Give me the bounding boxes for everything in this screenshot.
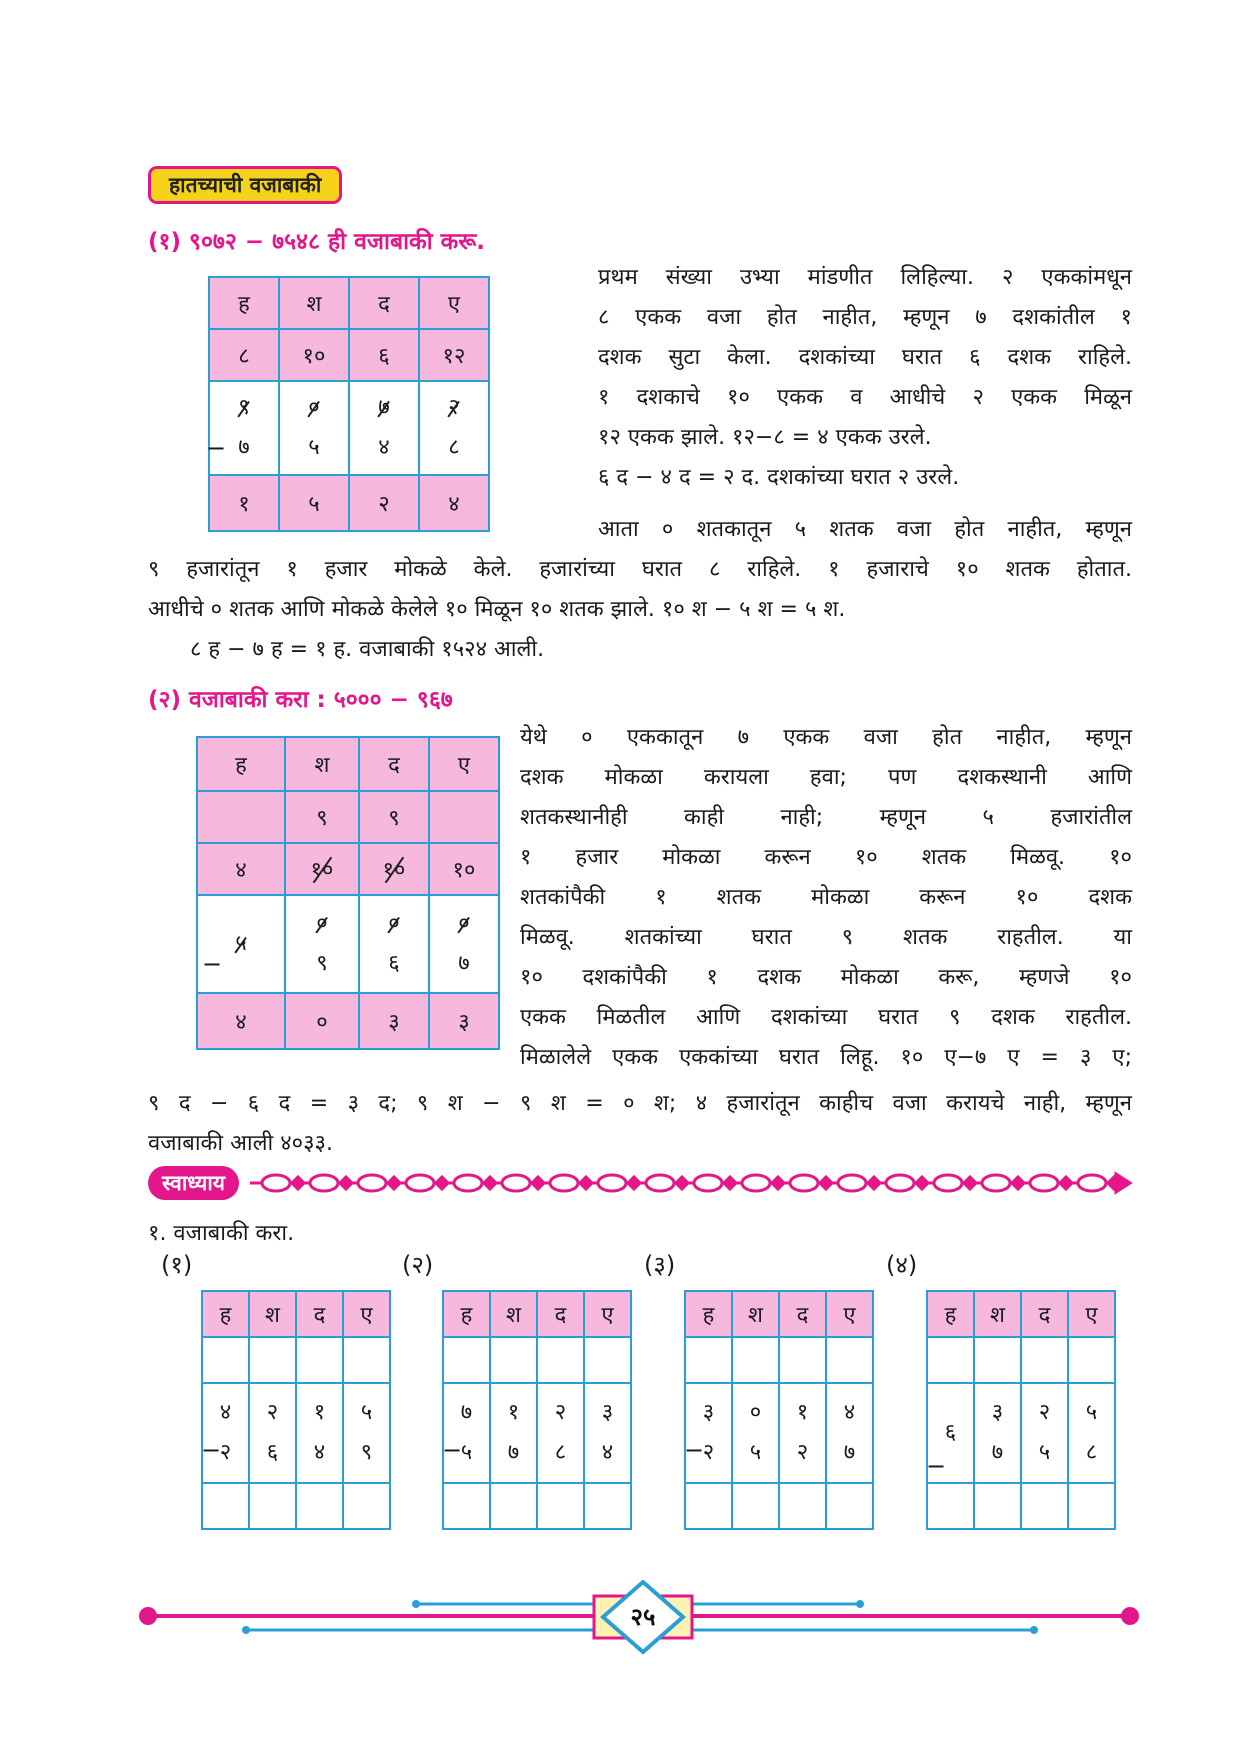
answer-cell (584, 1483, 631, 1529)
chain-link (1030, 1175, 1058, 1191)
text-line: दशक मोकळा करायला हवा; पण दशकस्थानी आणि (520, 765, 1132, 790)
top-digit: ३ (702, 1400, 715, 1425)
bottom-digit: ४ (313, 1440, 326, 1465)
bottom-digit: ८ (448, 435, 460, 460)
bottom-digit: ५ (749, 1440, 762, 1465)
top-digit: ४ (843, 1400, 856, 1425)
minus-sign: − (201, 1436, 222, 1464)
struck-digit: ५ (235, 924, 246, 964)
top-digit: ५ (1085, 1400, 1098, 1425)
empty-cell (490, 1337, 537, 1383)
answer-cell (1021, 1483, 1068, 1529)
answer-cell (296, 1483, 343, 1529)
carry-cell (285, 843, 359, 895)
answer-cell (202, 1483, 249, 1529)
chain-diamond (772, 1177, 784, 1189)
struck-digit: १० (311, 854, 334, 884)
header-cell: ह (443, 1291, 490, 1337)
carry-cell: १२ (419, 329, 489, 381)
empty-cell (927, 1337, 974, 1383)
bottom-digit: ६ (388, 951, 400, 976)
text-line: ९ हजारांतून १ हजार मोकळे केले. हजारांच्या घरात ८ राहिले. १ हजाराचे १० शतक होतात. (148, 557, 1132, 582)
empty-cell (249, 1337, 296, 1383)
digit-cell (490, 1383, 537, 1483)
text-line: शतकस्थानीही काही नाही; म्हणून ५ हजारांतील (520, 805, 1132, 830)
chain-diamond (292, 1177, 304, 1189)
chain-diamond (676, 1177, 688, 1189)
bottom-digit: ७ (458, 951, 470, 976)
carry-cell: ६ (349, 329, 419, 381)
chain-diamond (1060, 1177, 1072, 1189)
top-digit: २ (266, 1400, 279, 1425)
header-cell: ए (343, 1291, 390, 1337)
chain-link (838, 1175, 866, 1191)
digit-cell (537, 1383, 584, 1483)
struck-digit: ० (388, 904, 399, 944)
minus-sign: − (926, 1452, 947, 1480)
struck-digit: ० (316, 904, 327, 944)
bottom-digit: २ (796, 1440, 809, 1465)
digit-cell (732, 1383, 779, 1483)
result-cell: २ (349, 475, 419, 531)
digit-cell (249, 1383, 296, 1483)
top-digit: ६ (944, 1420, 957, 1445)
example2-heading: (२) वजाबाकी करा : ५००० − ९६७ (148, 687, 453, 713)
example2-table (196, 736, 500, 1050)
bottom-digit: ५ (460, 1440, 473, 1465)
top-digit: १ (507, 1400, 520, 1425)
minus-sign: − (442, 1436, 463, 1464)
empty-cell (974, 1337, 1021, 1383)
text-line: मिळवू. शतकांच्या घरात ९ शतक राहतील. या (520, 925, 1132, 950)
header-cell: श (279, 277, 349, 329)
carry-cell (197, 791, 285, 843)
struck-digit: ० (458, 904, 469, 944)
digit-cell (197, 895, 285, 993)
chain-diamond (724, 1177, 736, 1189)
header-cell: द (349, 277, 419, 329)
text-line: ९ द − ६ द = ३ द; ९ श − ९ श = ० श; ४ हजारांतून काहीच वजा करायचे नाही, म्हणून (148, 1091, 1132, 1116)
chain-link (598, 1175, 626, 1191)
chain-diamond (916, 1177, 928, 1189)
bottom-digit: ५ (308, 435, 320, 460)
chain-link (406, 1175, 434, 1191)
bottom-digit: ४ (601, 1440, 614, 1465)
chain-diamond (1012, 1177, 1024, 1189)
exercise-number: (२) (402, 1251, 434, 1279)
chain-link (358, 1175, 386, 1191)
carry-cell (359, 843, 429, 895)
header-cell: ह (209, 277, 279, 329)
text-line: मिळालेले एकक एककांच्या घरात लिहू. १० ए−७ ए = ३ ए; (520, 1045, 1132, 1070)
struck-digit: ० (308, 388, 319, 428)
carry-cell (429, 791, 499, 843)
example1-explanation (598, 258, 1132, 498)
top-digit: १ (796, 1400, 809, 1425)
section-badge: हातच्याची वजाबाकी (148, 166, 342, 204)
text-line: १ दशकाचे १० एकक व आधीचे २ एकक मिळून (598, 385, 1132, 410)
empty-cell (779, 1337, 826, 1383)
digit-cell (779, 1383, 826, 1483)
digit-cell (202, 1383, 249, 1483)
header-cell: ह (927, 1291, 974, 1337)
chain-link (742, 1175, 770, 1191)
exercise-table (684, 1290, 874, 1530)
chain-diamond (436, 1177, 448, 1189)
header-cell: ए (584, 1291, 631, 1337)
carry-cell: ८ (209, 329, 279, 381)
chain-diamond (388, 1177, 400, 1189)
exercise-table (201, 1290, 391, 1530)
text-line: ८ एकक वजा होत नाहीत, म्हणून ७ दशकांतील १ (598, 305, 1132, 330)
empty-cell (296, 1337, 343, 1383)
answer-cell (443, 1483, 490, 1529)
top-digit: ३ (991, 1400, 1004, 1425)
digit-cell (1021, 1383, 1068, 1483)
text-line: १२ एकक झाले. १२−८ = ४ एकक उरले. (598, 425, 932, 450)
chain-link (982, 1175, 1010, 1191)
chain-link (694, 1175, 722, 1191)
bottom-digit: ७ (843, 1440, 856, 1465)
header-cell: श (974, 1291, 1021, 1337)
bottom-digit: ७ (991, 1440, 1004, 1465)
struck-digit: ९ (238, 388, 249, 428)
header-cell: ह (685, 1291, 732, 1337)
result-cell: १ (209, 475, 279, 531)
answer-cell (974, 1483, 1021, 1529)
header-cell: द (359, 737, 429, 791)
empty-cell (826, 1337, 873, 1383)
struck-digit: ७ (378, 388, 389, 428)
chain-link (550, 1175, 578, 1191)
text-line: वजाबाकी आली ४०३३. (148, 1131, 333, 1156)
chain-diamond (340, 1177, 352, 1189)
carry-cell: १० (429, 843, 499, 895)
example1-heading: (१) ९०७२ − ७५४८ ही वजाबाकी करू. (148, 229, 485, 255)
empty-cell (443, 1337, 490, 1383)
carry-cell: ४ (197, 843, 285, 895)
page-number: २५ (630, 1603, 656, 1631)
digit-cell (285, 895, 359, 993)
top-digit: ३ (601, 1400, 614, 1425)
empty-cell (732, 1337, 779, 1383)
chain-link (502, 1175, 530, 1191)
digit-cell (1068, 1383, 1115, 1483)
chain-diamond (820, 1177, 832, 1189)
bottom-digit: ९ (360, 1440, 373, 1465)
header-cell: श (285, 737, 359, 791)
answer-cell (732, 1483, 779, 1529)
answer-cell (779, 1483, 826, 1529)
digit-cell (349, 381, 419, 475)
text-line: दशक सुटा केला. दशकांच्या घरात ६ दशक राहिले. (598, 345, 1132, 370)
header-cell: ए (826, 1291, 873, 1337)
text-line: ८ ह − ७ ह = १ ह. वजाबाकी १५२४ आली. (190, 637, 545, 662)
struck-digit: २ (448, 388, 459, 428)
bottom-digit: २ (219, 1440, 232, 1465)
header-cell: द (537, 1291, 584, 1337)
result-cell: ५ (279, 475, 349, 531)
minus-sign: − (684, 1436, 705, 1464)
bottom-digit: ८ (554, 1440, 567, 1465)
bottom-digit: ८ (1085, 1440, 1098, 1465)
header-cell: ए (1068, 1291, 1115, 1337)
answer-cell (927, 1483, 974, 1529)
top-digit: ७ (460, 1400, 473, 1425)
chain-divider (250, 1168, 1140, 1198)
digit-cell (419, 381, 489, 475)
header-cell: श (249, 1291, 296, 1337)
chain-link (790, 1175, 818, 1191)
answer-cell (1068, 1483, 1115, 1529)
digit-cell (343, 1383, 390, 1483)
result-cell: ३ (359, 993, 429, 1049)
result-cell: ३ (429, 993, 499, 1049)
empty-cell (584, 1337, 631, 1383)
chain-link (454, 1175, 482, 1191)
text-line: एकक मिळतील आणि दशकांच्या घरात ९ दशक राहतील. (520, 1005, 1132, 1030)
top-digit: २ (554, 1400, 567, 1425)
answer-cell (826, 1483, 873, 1529)
exercise-number: (१) (161, 1251, 193, 1279)
exercise-table (442, 1290, 632, 1530)
digit-cell (206, 381, 279, 475)
answer-cell (249, 1483, 296, 1529)
digit-cell (296, 1383, 343, 1483)
digit-cell (685, 1383, 732, 1483)
chain-link (310, 1175, 338, 1191)
minus-sign: − (202, 950, 223, 978)
header-cell: द (779, 1291, 826, 1337)
header-cell: द (1021, 1291, 1068, 1337)
top-digit: ५ (360, 1400, 373, 1425)
digit-cell (359, 895, 429, 993)
digit-cell (443, 1383, 490, 1483)
chain-diamond (964, 1177, 976, 1189)
chain-arrow (1116, 1174, 1130, 1192)
answer-cell (685, 1483, 732, 1529)
chain-link (646, 1175, 674, 1191)
empty-cell (202, 1337, 249, 1383)
empty-cell (685, 1337, 732, 1383)
text-line: आधीचे ० शतक आणि मोकळे केलेले १० मिळून १० शतक झाले. १० श − ५ श = ५ श. (148, 597, 846, 622)
carry-cell: ९ (285, 791, 359, 843)
text-line: आता ० शतकातून ५ शतक वजा होत नाहीत, म्हणून (598, 517, 1132, 542)
top-digit: १ (313, 1400, 326, 1425)
empty-cell (1068, 1337, 1115, 1383)
text-line: प्रथम संख्या उभ्या मांडणीत लिहिल्या. २ एककांमधून (598, 265, 1132, 290)
digit-cell (584, 1383, 631, 1483)
chain-diamond (532, 1177, 544, 1189)
result-cell: ४ (197, 993, 285, 1049)
digit-cell (826, 1383, 873, 1483)
empty-cell (343, 1337, 390, 1383)
bottom-digit: ४ (378, 435, 390, 460)
digit-cell (927, 1383, 974, 1483)
header-cell: ए (419, 277, 489, 329)
bottom-digit: ६ (266, 1440, 279, 1465)
header-cell: द (296, 1291, 343, 1337)
header-cell: श (490, 1291, 537, 1337)
carry-cell: १० (279, 329, 349, 381)
exercise-table (926, 1290, 1116, 1530)
example1-table (208, 276, 490, 532)
digit-cell (279, 381, 349, 475)
header-cell: ए (429, 737, 499, 791)
swadhyay-label: स्वाध्याय (148, 1166, 239, 1200)
top-digit: ४ (219, 1400, 232, 1425)
header-cell: ह (202, 1291, 249, 1337)
example2-explanation (520, 718, 1132, 1078)
top-digit: २ (1038, 1400, 1051, 1425)
exercise-instruction: १. वजाबाकी करा. (148, 1221, 295, 1246)
answer-cell (343, 1483, 390, 1529)
header-cell: श (732, 1291, 779, 1337)
minus-sign: − (206, 434, 227, 462)
chain-diamond (484, 1177, 496, 1189)
digit-cell (974, 1383, 1021, 1483)
chain-link (934, 1175, 962, 1191)
result-cell: ४ (419, 475, 489, 531)
text-line: शतकांपैकी १ शतक मोकळा करून १० दशक (520, 885, 1132, 910)
result-cell: ० (285, 993, 359, 1049)
chain-link (1078, 1175, 1106, 1191)
bottom-digit: ७ (238, 435, 250, 460)
text-line: ६ द − ४ द = २ द. दशकांच्या घरात २ उरले. (598, 465, 960, 490)
bottom-digit: ७ (507, 1440, 520, 1465)
text-line: येथे ० एककातून ७ एकक वजा होत नाहीत, म्हणून (520, 725, 1132, 750)
chain-link (886, 1175, 914, 1191)
bottom-digit: ९ (316, 951, 328, 976)
exercise-number: (४) (886, 1251, 918, 1279)
empty-cell (537, 1337, 584, 1383)
answer-cell (490, 1483, 537, 1529)
header-cell: ह (197, 737, 285, 791)
empty-cell (1021, 1337, 1068, 1383)
text-line: १ हजार मोकळा करून १० शतक मिळवू. १० (520, 845, 1132, 870)
struck-digit: १० (383, 854, 406, 884)
carry-cell: ९ (359, 791, 429, 843)
text-line: १० दशकांपैकी १ दशक मोकळा करू, म्हणजे १० (520, 965, 1132, 990)
bottom-digit: ५ (1038, 1440, 1051, 1465)
bottom-digit: २ (702, 1440, 715, 1465)
top-digit: ० (749, 1400, 762, 1425)
digit-cell (429, 895, 499, 993)
chain-diamond (628, 1177, 640, 1189)
exercise-number: (३) (644, 1251, 676, 1279)
chain-link (262, 1175, 290, 1191)
chain-diamond (868, 1177, 880, 1189)
answer-cell (537, 1483, 584, 1529)
chain-diamond (580, 1177, 592, 1189)
